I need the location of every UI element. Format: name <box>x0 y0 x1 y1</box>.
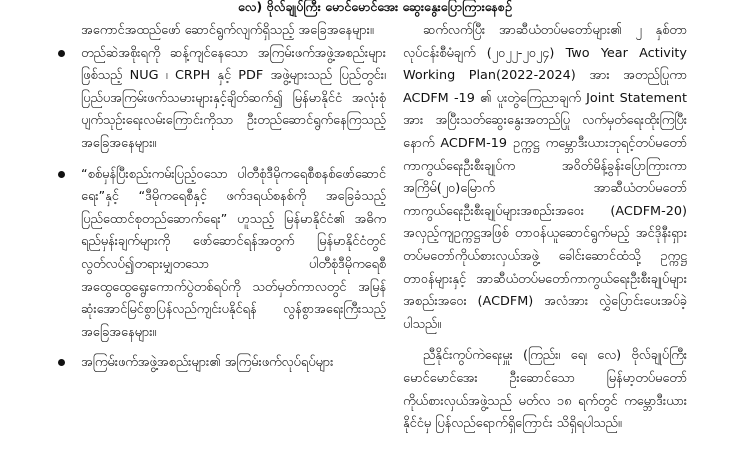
bullet-icon <box>58 50 65 57</box>
bullet-icon <box>58 359 65 366</box>
right-paragraph-2: ညီနိုင်းကွပ်ကဲရေးမှူး (ကြည်း၊ ရေ၊ လေ) ဗိုလ်ချုပ်ကြီး မောင်မောင်အေး ဦးဆောင်သော မြန်မာ့တပ်မတော်ကိုယ်စားလှယ်အဖွဲ့သည် မတ်လ ၁၈ ရက်တွင် ကမ္ဘောဒီးယားနိုင်ငံမှ ပြန်လည်ရောက်ရှိကြောင်း သိရှိရပါသည်။ <box>403 348 687 432</box>
left-column <box>66 20 386 383</box>
bullet-text: “စစ်မှန်ပြီးစည်းကမ်းပြည့်ဝသော ပါတီစုံဒီမိုကရေစီစနစ်ဖော်ဆောင်ရေး”နှင့် “ဒီမိုကရေစီနှင့် ဖက်ဒရယ်စနစ်ကို အခြေခံသည့် ပြည်ထောင်စုတည်ဆောက်ရေး” ဟူသည့် မြန်မာနိုင်ငံ၏ အဓိကရည်မှန်းချက်များကို ဖော်ဆောင်ရန်အတွက် မြန်မာနိုင်ငံတွင် လွတ်လပ်၍တရားမျှတသော ပါတီစုံဒီမိုကရေစီအထွေထွေရွေးကောက်ပွဲတစ်ရပ်ကို သတ်မှတ်ကာလတွင် အမြန်ဆုံးအောင်မြင်စွာပြန်လည်ကျင်းပနိုင်ရန် လွန်စွာအရေးကြီးသည့်အခြေအနေများ။ <box>81 166 386 340</box>
bullet-icon <box>58 171 65 178</box>
bullet-item <box>66 164 386 345</box>
bullet-item <box>66 43 386 156</box>
photo-caption: လေ) ဗိုလ်ချုပ်ကြီး မောင်မောင်အေး ဆွေးနွေးပြောကြားနေစဉ် <box>237 0 512 14</box>
bullet-text: အကြမ်းဖက်အဖွဲ့အစည်းများ၏ အကြမ်းဖက်လုပ်ရပ်များ <box>81 355 334 371</box>
left-lead-paragraph: အကောင်အထည်ဖော် ဆောင်ရွက်လျက်ရှိသည့် အခြေအနေများ။ <box>81 23 374 38</box>
right-paragraph-1: ဆက်လက်ပြီး အာဆီယံတပ်မတော်များ၏ ၂ နှစ်တာလုပ်ငန်းစီမံချက် (၂၀၂၂-၂၀၂၄) Two Year Activity Working Plan(2022-2024) အား အတည်ပြုကာ ACDFM -19 ၏ ပူးတွဲကြေညာချက် Joint Statement အား အပြီးသတ်ဆွေးနွေးအတည်ပြု လက်မှတ်ရေးထိုးကြပြီးနောက် ACDFM-19 ဥက္ကဋ္ဌ ကမ္ဘောဒီးယားဘုရင့်တပ်မတော် ကာကွယ်ရေးဦးစီးချုပ်က အဝိတ်မိန့်ခွန်းပြောကြားကာ အကြိမ်(၂၀)မြောက် အာဆီယံတပ်မတော်ကာကွယ်ရေးဦးစီးချုပ်များအစည်းအဝေး (ACDFM-20) အလှည့်ကျဥက္ကဋ္ဌအဖြစ် တာဝန်ယူဆောင်ရွက်မည့် အင်ဒိုနီးရှားတပ်မတော်ကိုယ်စားလှယ်အဖွဲ့ ခေါင်းဆောင်ထံသို့ ဥက္ကဋ္ဌတာဝန်များနှင့် အာဆီယံတပ်မတော်ကာကွယ်ရေးဦးစီးချုပ်များအစည်းအဝေး (ACDFM) အလံအား လွှဲပြောင်းပေးအပ်ခဲ့ပါသည်။ <box>403 23 687 332</box>
right-column <box>403 20 687 436</box>
bullet-item <box>66 352 386 375</box>
bullet-text: တည်ဆဲအစိုးရကို ဆန့်ကျင်နေသော အကြမ်းဖက်အဖွဲ့အစည်းများဖြစ်သည့် NUG ၊ CRPH နှင့် PDF အဖွဲ့များသည် ပြည်တွင်း၊ ပြည်ပအကြမ်းဖက်သမားများနှင့်ချိတ်ဆက်၍ မြန်မာနိုင်ငံ အလုံးစုံပျက်သုဉ်းရေးလမ်းကြောင်းကိုသာ ဦးတည်ဆောင်ရွက်နေကြသည့်အခြေအနေများ။ <box>81 45 386 151</box>
